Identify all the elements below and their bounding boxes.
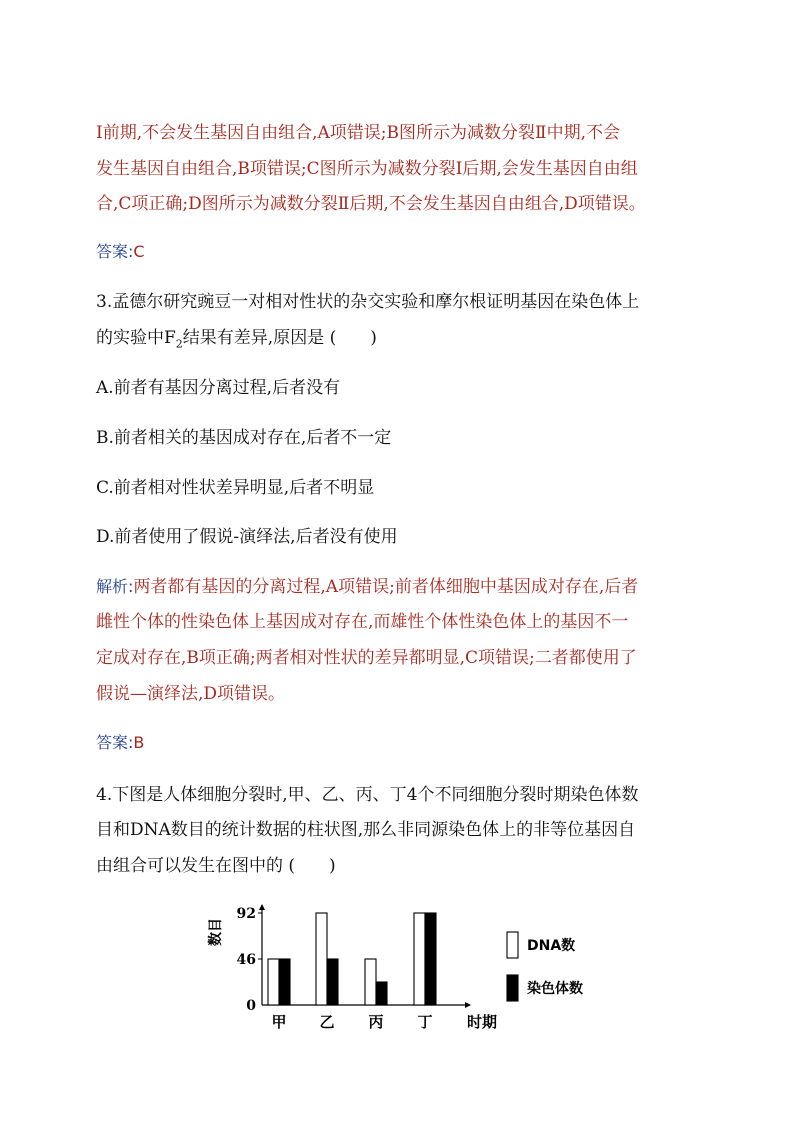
x-tick-label: 丁	[417, 1013, 433, 1031]
q3-stem-subscript: 2	[175, 337, 183, 351]
legend-swatch	[507, 975, 518, 1001]
q4-stem-line-2: 目和DNA数目的统计数据的柱状图,那么非同源染色体上的非等位基因自	[96, 820, 636, 840]
q3-option-d[interactable]: D.前者使用了假说-演绎法,后者没有使用	[96, 527, 398, 547]
bar-chromosome	[327, 959, 338, 1005]
y-axis-label: 数目	[208, 918, 224, 946]
prev-explanation-line-2: 发生基因自由组合,B项错误;C图所示为减数分裂Ⅰ后期,会发生基因自由组	[96, 159, 638, 179]
prev-answer	[96, 239, 145, 262]
y-tick-label: 0	[246, 998, 256, 1014]
bar-chromosome	[376, 982, 387, 1005]
answer-value: B	[133, 733, 145, 752]
y-axis-arrow	[259, 904, 265, 910]
answer-label: 答案:	[96, 242, 134, 261]
q3-answer	[96, 730, 144, 753]
q3-explanation-line-4: 假说—演绎法,D项错误。	[96, 684, 286, 704]
legend-swatch	[507, 932, 518, 958]
x-axis-label: 时期	[466, 1013, 498, 1031]
q4-stem-line-3: 由组合可以发生在图中的 ( )	[96, 856, 336, 876]
q4-stem-line-1: 4.下图是人体细胞分裂时,甲、乙、丙、丁4个不同细胞分裂时期染色体数	[96, 785, 639, 805]
bar-chromosome	[425, 913, 436, 1005]
explanation-label: 解析:	[96, 577, 134, 596]
bar-chart	[200, 900, 600, 1035]
x-axis-arrow	[465, 1002, 471, 1008]
answer-label: 答案:	[96, 733, 134, 752]
answer-value: C	[133, 242, 145, 261]
q3-explanation-line-3: 定成对存在,B项正确;两者相对性状的差异都明显,C项错误;二者都使用了	[96, 648, 637, 668]
bar-dna	[316, 913, 327, 1005]
y-tick-label: 92	[236, 906, 256, 922]
q3-option-b[interactable]: B.前者相关的基因成对存在,后者不一定	[96, 428, 392, 448]
prev-explanation-line-3: 合,C项正确;D图所示为减数分裂Ⅱ后期,不会发生基因自由组合,D项错误。	[96, 194, 646, 214]
bar-chromosome	[279, 959, 290, 1005]
y-tick-label: 46	[236, 952, 256, 968]
x-tick-label: 丙	[368, 1013, 384, 1031]
q3-stem-line-1: 3.孟德尔研究豌豆一对相对性状的杂交实验和摩尔根证明基因在染色体上	[96, 292, 640, 312]
x-tick-label: 甲	[271, 1013, 287, 1031]
q3-stem-text-b: 结果有差异,原因是 ( )	[182, 328, 377, 348]
prev-explanation-line-1: Ⅰ前期,不会发生基因自由组合,A项错误;B图所示为减数分裂Ⅱ中期,不会	[96, 123, 620, 143]
q3-explanation-text-1: 两者都有基因的分离过程,A项错误;前者体细胞中基因成对存在,后者	[133, 577, 639, 597]
bar-dna	[268, 959, 279, 1005]
q3-stem-line-2	[96, 323, 377, 350]
legend-label: DNA数	[527, 938, 576, 954]
q3-explanation-line-2: 雌性个体的性染色体上基因成对存在,而雄性个体性染色体上的基因不一	[96, 612, 629, 632]
x-tick-label: 乙	[319, 1013, 335, 1031]
q3-stem-text-a: 的实验中F	[96, 328, 176, 348]
q3-option-a[interactable]: A.前者有基因分离过程,后者没有	[96, 378, 341, 398]
bar-dna	[414, 913, 425, 1005]
q3-explanation-line-1	[96, 572, 638, 597]
legend-label: 染色体数	[527, 981, 583, 997]
q3-option-c[interactable]: C.前者相对性状差异明显,后者不明显	[96, 478, 375, 498]
bar-dna	[365, 959, 376, 1005]
